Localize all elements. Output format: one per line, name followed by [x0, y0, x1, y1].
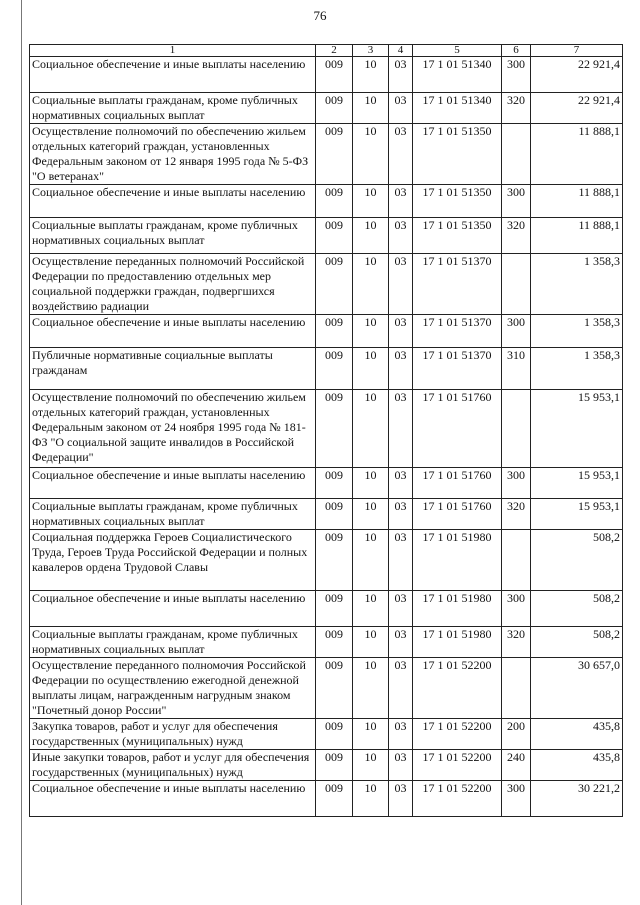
row-subsection: 03 [389, 530, 413, 591]
row-section: 10 [353, 591, 389, 627]
column-number: 1 [30, 45, 316, 57]
row-name: Социальные выплаты гражданам, кроме публичных нормативных социальных выплат [30, 218, 316, 254]
row-section: 10 [353, 530, 389, 591]
row-amount: 1 358,3 [531, 254, 623, 315]
row-amount: 15 953,1 [531, 468, 623, 499]
row-target-article: 17 1 01 51760 [413, 390, 502, 468]
table-row [30, 499, 623, 530]
row-expense-type: 320 [502, 93, 531, 124]
scan-edge-line [21, 0, 22, 905]
row-subsection: 03 [389, 468, 413, 499]
table-row [30, 315, 623, 348]
table-row [30, 390, 623, 468]
table-row [30, 591, 623, 627]
row-subsection: 03 [389, 348, 413, 390]
row-amount: 508,2 [531, 530, 623, 591]
table-row [30, 627, 623, 658]
row-section: 10 [353, 254, 389, 315]
row-subsection: 03 [389, 315, 413, 348]
row-section: 10 [353, 124, 389, 185]
table-row [30, 218, 623, 254]
column-number: 7 [531, 45, 623, 57]
row-section: 10 [353, 348, 389, 390]
row-subsection: 03 [389, 185, 413, 218]
row-code: 009 [316, 315, 353, 348]
row-subsection: 03 [389, 750, 413, 781]
table-row [30, 719, 623, 750]
row-code: 009 [316, 499, 353, 530]
table-row [30, 254, 623, 315]
row-expense-type [502, 390, 531, 468]
table-row [30, 124, 623, 185]
budget-table [29, 44, 623, 817]
row-target-article: 17 1 01 51980 [413, 530, 502, 591]
row-code: 009 [316, 348, 353, 390]
row-subsection: 03 [389, 781, 413, 817]
column-number: 6 [502, 45, 531, 57]
table-row [30, 781, 623, 817]
table-row [30, 750, 623, 781]
row-name: Социальная поддержка Героев Социалистического Труда, Героев Труда Российской Федерации и полных кавалеров ордена Трудовой Славы [30, 530, 316, 591]
row-name: Социальные выплаты гражданам, кроме публичных нормативных социальных выплат [30, 627, 316, 658]
row-target-article: 17 1 01 51980 [413, 627, 502, 658]
row-code: 009 [316, 254, 353, 315]
row-subsection: 03 [389, 390, 413, 468]
row-section: 10 [353, 57, 389, 93]
row-target-article: 17 1 01 51980 [413, 591, 502, 627]
row-section: 10 [353, 315, 389, 348]
row-expense-type [502, 530, 531, 591]
row-section: 10 [353, 499, 389, 530]
row-section: 10 [353, 185, 389, 218]
row-code: 009 [316, 530, 353, 591]
row-amount: 30 221,2 [531, 781, 623, 817]
row-subsection: 03 [389, 254, 413, 315]
row-expense-type: 320 [502, 499, 531, 530]
row-code: 009 [316, 124, 353, 185]
row-expense-type: 300 [502, 468, 531, 499]
row-code: 009 [316, 719, 353, 750]
table-row [30, 530, 623, 591]
row-subsection: 03 [389, 591, 413, 627]
row-code: 009 [316, 390, 353, 468]
row-amount: 1 358,3 [531, 348, 623, 390]
row-code: 009 [316, 57, 353, 93]
row-name: Социальное обеспечение и иные выплаты населению [30, 57, 316, 93]
row-name: Осуществление переданного полномочия Российской Федерации по осуществлению ежегодной денежной выплаты лицам, награжденным нагрудным знаком "Почетный донор России" [30, 658, 316, 719]
row-expense-type: 300 [502, 315, 531, 348]
column-number-row [30, 45, 623, 57]
row-target-article: 17 1 01 51350 [413, 218, 502, 254]
row-subsection: 03 [389, 93, 413, 124]
row-expense-type [502, 254, 531, 315]
row-expense-type: 300 [502, 591, 531, 627]
row-target-article: 17 1 01 51760 [413, 468, 502, 499]
column-number: 5 [413, 45, 502, 57]
row-target-article: 17 1 01 51760 [413, 499, 502, 530]
row-subsection: 03 [389, 218, 413, 254]
row-code: 009 [316, 781, 353, 817]
row-expense-type [502, 658, 531, 719]
row-name: Публичные нормативные социальные выплаты гражданам [30, 348, 316, 390]
row-amount: 435,8 [531, 719, 623, 750]
row-target-article: 17 1 01 52200 [413, 658, 502, 719]
row-section: 10 [353, 390, 389, 468]
row-name: Осуществление полномочий по обеспечению жильем отдельных категорий граждан, установленных Федеральным законом от 24 ноября 1995 года № 181-ФЗ "О социальной защите инвалидов в Российской Федерации" [30, 390, 316, 468]
table-row [30, 93, 623, 124]
row-expense-type: 300 [502, 781, 531, 817]
row-amount: 508,2 [531, 591, 623, 627]
row-amount: 1 358,3 [531, 315, 623, 348]
row-amount: 11 888,1 [531, 124, 623, 185]
row-code: 009 [316, 658, 353, 719]
row-amount: 11 888,1 [531, 218, 623, 254]
row-section: 10 [353, 750, 389, 781]
row-target-article: 17 1 01 51370 [413, 254, 502, 315]
row-code: 009 [316, 591, 353, 627]
row-section: 10 [353, 93, 389, 124]
row-subsection: 03 [389, 124, 413, 185]
row-section: 10 [353, 781, 389, 817]
table-row [30, 57, 623, 93]
row-name: Закупка товаров, работ и услуг для обеспечения государственных (муниципальных) нужд [30, 719, 316, 750]
row-target-article: 17 1 01 51370 [413, 348, 502, 390]
row-target-article: 17 1 01 51350 [413, 124, 502, 185]
row-target-article: 17 1 01 52200 [413, 719, 502, 750]
page-number: 76 [313, 8, 327, 23]
row-name: Осуществление полномочий по обеспечению жильем отдельных категорий граждан, установленных Федеральным законом от 12 января 1995 года № 5-ФЗ "О ветеранах" [30, 124, 316, 185]
row-expense-type: 300 [502, 185, 531, 218]
row-expense-type [502, 124, 531, 185]
row-section: 10 [353, 658, 389, 719]
row-amount: 15 953,1 [531, 390, 623, 468]
row-amount: 15 953,1 [531, 499, 623, 530]
table-row [30, 468, 623, 499]
row-section: 10 [353, 627, 389, 658]
row-code: 009 [316, 468, 353, 499]
row-section: 10 [353, 468, 389, 499]
row-expense-type: 200 [502, 719, 531, 750]
row-name: Социальные выплаты гражданам, кроме публичных нормативных социальных выплат [30, 93, 316, 124]
row-target-article: 17 1 01 51340 [413, 57, 502, 93]
row-name: Социальное обеспечение и иные выплаты населению [30, 468, 316, 499]
row-code: 009 [316, 627, 353, 658]
row-code: 009 [316, 185, 353, 218]
row-expense-type: 240 [502, 750, 531, 781]
row-subsection: 03 [389, 627, 413, 658]
row-target-article: 17 1 01 52200 [413, 781, 502, 817]
row-expense-type: 320 [502, 627, 531, 658]
row-target-article: 17 1 01 51340 [413, 93, 502, 124]
row-subsection: 03 [389, 658, 413, 719]
row-code: 009 [316, 218, 353, 254]
row-amount: 508,2 [531, 627, 623, 658]
row-code: 009 [316, 93, 353, 124]
row-name: Социальное обеспечение и иные выплаты населению [30, 315, 316, 348]
row-section: 10 [353, 218, 389, 254]
row-amount: 30 657,0 [531, 658, 623, 719]
row-section: 10 [353, 719, 389, 750]
row-target-article: 17 1 01 52200 [413, 750, 502, 781]
row-name: Социальное обеспечение и иные выплаты населению [30, 185, 316, 218]
column-number: 3 [353, 45, 389, 57]
row-subsection: 03 [389, 499, 413, 530]
row-target-article: 17 1 01 51370 [413, 315, 502, 348]
row-expense-type: 300 [502, 57, 531, 93]
row-name: Социальные выплаты гражданам, кроме публичных нормативных социальных выплат [30, 499, 316, 530]
row-name: Осуществление переданных полномочий Российской Федерации по предоставлению отдельных мер социальной поддержки граждан, подвергшихся воздействию радиации [30, 254, 316, 315]
row-name: Социальное обеспечение и иные выплаты населению [30, 591, 316, 627]
column-number: 4 [389, 45, 413, 57]
row-subsection: 03 [389, 719, 413, 750]
row-amount: 435,8 [531, 750, 623, 781]
column-number: 2 [316, 45, 353, 57]
row-amount: 22 921,4 [531, 57, 623, 93]
row-target-article: 17 1 01 51350 [413, 185, 502, 218]
row-expense-type: 320 [502, 218, 531, 254]
row-expense-type: 310 [502, 348, 531, 390]
row-name: Социальное обеспечение и иные выплаты населению [30, 781, 316, 817]
row-name: Иные закупки товаров, работ и услуг для обеспечения государственных (муниципальных) нужд [30, 750, 316, 781]
table-row [30, 348, 623, 390]
row-subsection: 03 [389, 57, 413, 93]
row-amount: 11 888,1 [531, 185, 623, 218]
row-amount: 22 921,4 [531, 93, 623, 124]
row-code: 009 [316, 750, 353, 781]
table-row [30, 185, 623, 218]
table-row [30, 658, 623, 719]
